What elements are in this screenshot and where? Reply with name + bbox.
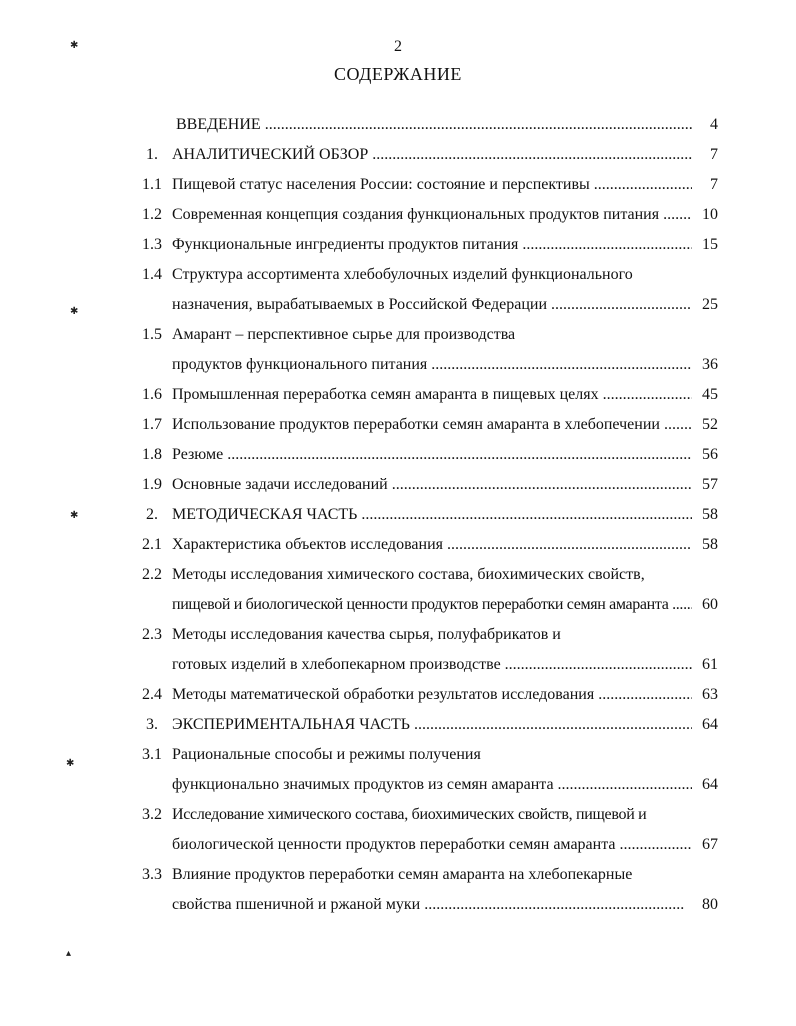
toc-title: Характеристика объектов исследования ..... xyxy=(172,530,692,560)
scan-speck: ✱ xyxy=(70,40,79,51)
toc-page: 58 xyxy=(702,506,718,523)
toc-entry xyxy=(0,200,796,230)
toc-number: 1. xyxy=(146,146,158,163)
toc-title: продуктов функционального питания ..... xyxy=(172,350,692,380)
toc-entry xyxy=(0,140,796,170)
toc-page: 64 xyxy=(702,776,718,793)
toc-title: функционально значимых продуктов из семян амаранта ..... xyxy=(172,770,692,800)
toc-title: свойства пшеничной и ржаной муки ..... xyxy=(172,890,684,920)
toc-entry xyxy=(0,230,796,260)
toc-entry xyxy=(0,650,796,680)
toc-title: Влияние продуктов переработки семян амаранта на хлебопекарные xyxy=(172,866,633,883)
toc-number: 2.3 xyxy=(142,626,162,643)
toc-entry xyxy=(0,530,796,560)
toc-title: пищевой и биологической ценности продуктов переработки семян амаранта ..... xyxy=(172,590,692,620)
toc-entry xyxy=(0,890,796,920)
page-title: СОДЕРЖАНИЕ xyxy=(334,64,462,84)
toc-page: 52 xyxy=(702,416,718,433)
toc-entry xyxy=(0,500,796,530)
toc-page: 25 xyxy=(702,296,718,313)
toc-title: Рациональные способы и режимы получения xyxy=(172,746,481,763)
toc-number: 1.2 xyxy=(142,206,162,223)
toc-entry xyxy=(0,740,796,770)
toc-number: 3.3 xyxy=(142,866,162,883)
toc-page: 67 xyxy=(702,836,718,853)
toc-number: 2.4 xyxy=(142,686,162,703)
toc-entry xyxy=(0,440,796,470)
toc-title: Основные задачи исследований ..... xyxy=(172,470,692,500)
toc-entry xyxy=(0,680,796,710)
page-number: 2 xyxy=(394,38,402,55)
toc-title: Функциональные ингредиенты продуктов питания ..... xyxy=(172,230,692,260)
toc-page: 7 xyxy=(710,176,718,193)
toc-page: 10 xyxy=(702,206,718,223)
scan-speck: ✱ xyxy=(66,758,75,769)
toc-title: Использование продуктов переработки семян амаранта в хлебопечении ..... xyxy=(172,410,692,440)
toc-number: 1.4 xyxy=(142,266,162,283)
toc-entry xyxy=(0,770,796,800)
toc-number: 2.1 xyxy=(142,536,162,553)
toc-entry xyxy=(0,470,796,500)
toc-entry xyxy=(0,590,796,620)
toc-title: готовых изделий в хлебопекарном производстве ..... xyxy=(172,650,692,680)
toc-entry xyxy=(0,320,796,350)
toc-number: 1.7 xyxy=(142,416,162,433)
toc-page: 56 xyxy=(702,446,718,463)
toc-number: 1.8 xyxy=(142,446,162,463)
toc-number: 2.2 xyxy=(142,566,162,583)
toc-title: биологической ценности продуктов переработки семян амаранта ..... xyxy=(172,830,692,860)
toc-page: 58 xyxy=(702,536,718,553)
toc-page: 4 xyxy=(710,116,718,133)
toc-page: 80 xyxy=(702,896,718,913)
toc-title: Современная концепция создания функциональных продуктов питания ..... xyxy=(172,200,692,230)
toc-title: МЕТОДИЧЕСКАЯ ЧАСТЬ ..... xyxy=(172,500,692,530)
toc-title: Амарант – перспективное сырье для производства xyxy=(172,326,516,343)
toc-page: 60 xyxy=(702,596,718,613)
toc-entry xyxy=(0,170,796,200)
toc-number: 3.1 xyxy=(142,746,162,763)
toc-number: 3. xyxy=(146,716,158,733)
toc-entry xyxy=(0,380,796,410)
toc-number: 1.6 xyxy=(142,386,162,403)
toc-number: 1.3 xyxy=(142,236,162,253)
toc-title: Промышленная переработка семян амаранта в пищевых целях ..... xyxy=(172,380,692,410)
toc-number: 3.2 xyxy=(142,806,162,823)
toc-entry xyxy=(0,350,796,380)
toc-entry xyxy=(0,710,796,740)
toc-title: Методы исследования качества сырья, полуфабрикатов и xyxy=(172,626,561,643)
toc-title: ВВЕДЕНИЕ ..... xyxy=(176,110,692,140)
toc-page: 61 xyxy=(702,656,718,673)
toc-entry xyxy=(0,860,796,890)
scan-speck: ✱ xyxy=(70,306,79,317)
toc-entry xyxy=(0,620,796,650)
toc-entry xyxy=(0,560,796,590)
toc-page: 64 xyxy=(702,716,718,733)
toc-title: Методы математической обработки результатов исследования ..... xyxy=(172,680,692,710)
toc-page: 57 xyxy=(702,476,718,493)
toc-page: 7 xyxy=(710,146,718,163)
toc-entry xyxy=(0,800,796,830)
scan-speck: ▴ xyxy=(66,948,72,959)
toc-page: 15 xyxy=(702,236,718,253)
toc-number: 1.5 xyxy=(142,326,162,343)
toc-entry xyxy=(0,110,796,140)
toc-page: 45 xyxy=(702,386,718,403)
toc-title: Резюме ..... xyxy=(172,440,692,470)
toc-page: 63 xyxy=(702,686,718,703)
toc-entry xyxy=(0,290,796,320)
toc-title: назначения, вырабатываемых в Российской Федерации ..... xyxy=(172,290,692,320)
toc-number: 1.9 xyxy=(142,476,162,493)
toc-entry xyxy=(0,410,796,440)
toc-title: АНАЛИТИЧЕСКИЙ ОБЗОР ..... xyxy=(172,140,692,170)
toc-number: 1.1 xyxy=(142,176,162,193)
toc-entry xyxy=(0,260,796,290)
toc-number: 2. xyxy=(146,506,158,523)
toc-title: Исследование химического состава, биохимических свойств, пищевой и xyxy=(172,806,647,823)
toc-title: Пищевой статус населения России: состояние и перспективы ..... xyxy=(172,170,692,200)
toc-entry xyxy=(0,830,796,860)
toc-page: 36 xyxy=(702,356,718,373)
toc-title: ЭКСПЕРИМЕНТАЛЬНАЯ ЧАСТЬ ..... xyxy=(172,710,692,740)
toc-title: Структура ассортимента хлебобулочных изделий функционального xyxy=(172,266,633,283)
scan-speck: ✱ xyxy=(70,510,79,521)
toc-title: Методы исследования химического состава, биохимических свойств, xyxy=(172,566,645,583)
